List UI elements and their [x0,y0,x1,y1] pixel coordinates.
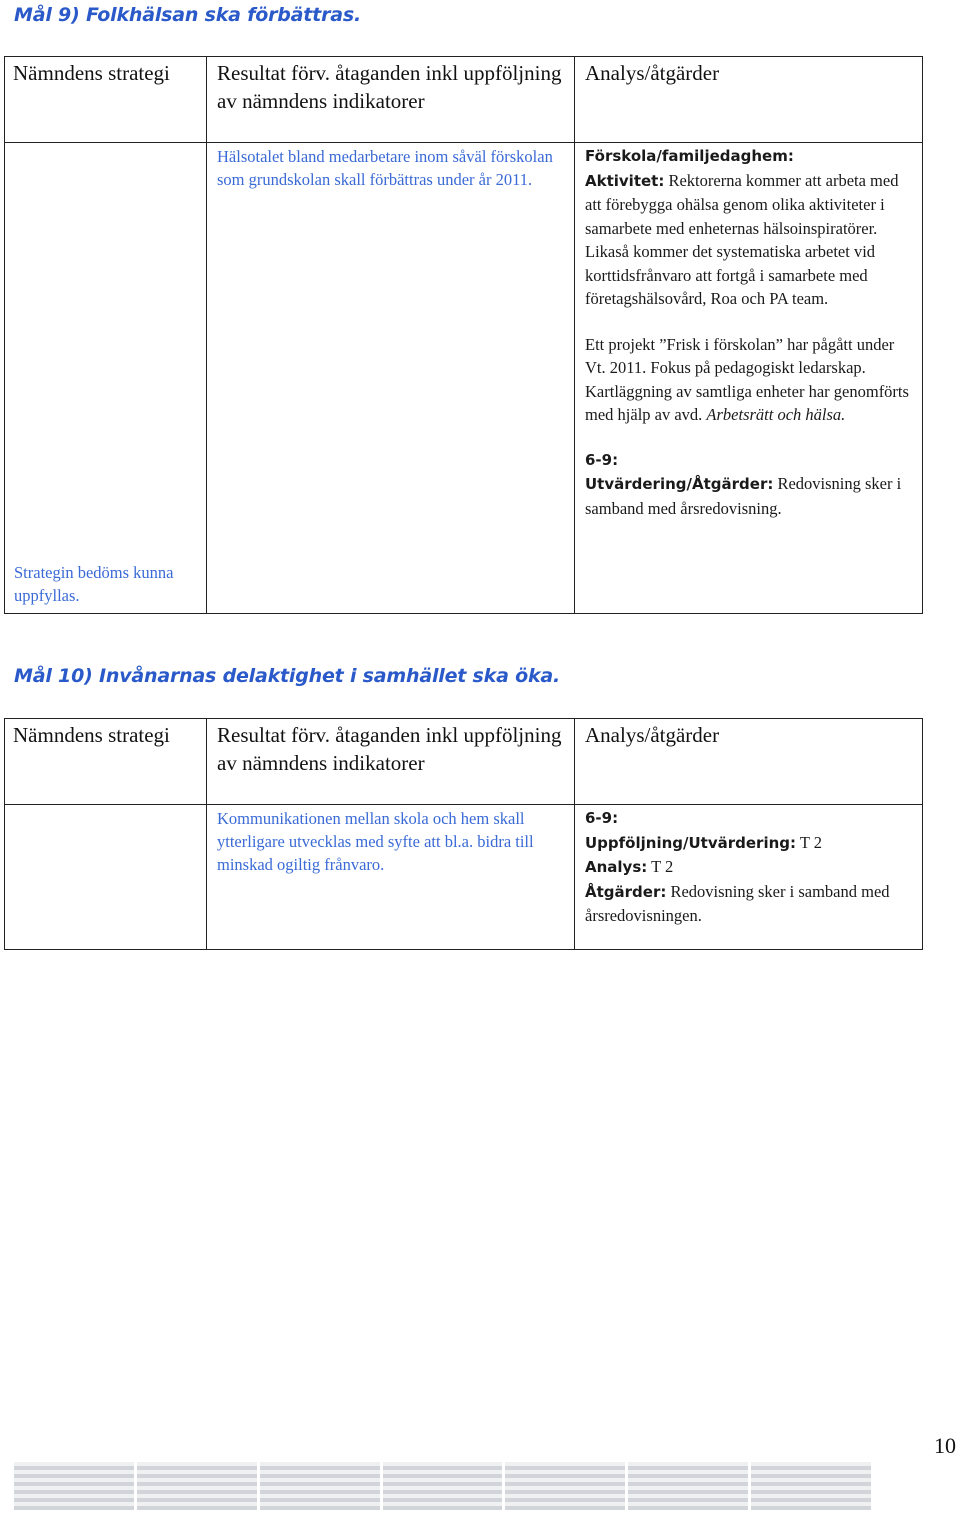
goal10-result-text: Kommunikationen mellan skola och hem skall ytterligare utvecklas med syfte att bl.a. bidra till minskad ogiltig frånvaro. [217,809,534,874]
goal9-strategy-text: Strategin bedöms kunna uppfyllas. [14,563,174,605]
goal9-col3-header: Analys/åtgärder [585,61,720,85]
goal10-title: Mål 10) Invånarnas delaktighet i samhället ska öka. [14,665,561,687]
page-number: 10 [934,1433,956,1458]
goal9-table [4,56,923,614]
goal10-col1-header: Nämndens strategi [13,723,170,747]
footer-decoration [14,1462,871,1510]
goal9-analysis-block [575,143,922,520]
goal9-col2-header-cell [207,57,575,143]
goal10-followup-text: T 2 [796,832,822,852]
goal9-project-text: Ett projekt ”Frisk i förskolan” har pågått under Vt. 2011. Fokus på pedagogiskt ledarskap. Kartläggning av samtliga enheter har genomförts med hjälp av avd. [585,334,909,424]
goal10-measures-line [585,880,914,928]
footer-block [260,1462,380,1510]
goal10-col2-header-cell [207,719,575,805]
goal9-strategy-cell [5,143,207,614]
goal9-project-italic: Arbetsrätt och hälsa. [706,405,846,424]
goal9-activity-text: Rektorerna kommer att arbeta med att förebygga ohälsa genom olika aktiviteter i samarbete med enheternas hälsoinspiratörer. Likaså kommer det systematiska arbetet vid korttidsfrånvaro att fortgå i samarbete med företagshälsovård, Roa och PA team. [585,170,899,308]
goal9-activity-paragraph [585,169,914,311]
goal9-col1-header-cell [5,57,207,143]
goal10-col1-header-cell [5,719,207,805]
goal9-project-paragraph [585,333,914,427]
goal9-eval-label: Utvärdering/Åtgärder: [585,475,774,493]
goal9-col2-header: Resultat förv. åtaganden inkl uppföljning av nämndens indikatorer [217,61,562,113]
goal9-analysis-cell [575,143,923,614]
goal9-col1-header: Nämndens strategi [13,61,170,85]
goal9-eval-text: Redovisning sker i samband med årsredovisning. [585,474,902,518]
goal10-analys-line [585,855,914,880]
goal10-analysis-block [575,805,922,928]
goal10-col2-header: Resultat förv. åtaganden inkl uppföljning av nämndens indikatorer [217,723,562,775]
goal10-measures-label: Åtgärder: [585,882,667,901]
footer-block [137,1462,257,1510]
goal9-title: Mål 9) Folkhälsan ska förbättras. [14,4,361,26]
footer-block [14,1462,134,1510]
footer-block [505,1462,625,1510]
goal10-followup-line [585,831,914,856]
footer-block [751,1462,871,1510]
goal9-result-cell [207,143,575,614]
goal10-analysis-cell [575,805,923,950]
goal10-strategy-cell [5,805,207,950]
goal9-eval-paragraph [585,472,914,520]
goal10-analys-label: Analys: [585,858,648,876]
goal9-result-text: Hälsotalet bland medarbetare inom såväl förskolan som grundskolan skall förbättras under år 2011. [217,147,553,189]
goal10-followup-label: Uppföljning/Utvärdering: [585,833,796,852]
goal10-col3-header: Analys/åtgärder [585,723,720,747]
goal10-col3-header-cell [575,719,923,805]
goal10-period-label: 6-9: [585,809,619,827]
goal9-activity-label: Aktivitet: [585,171,665,190]
goal10-table [4,718,923,950]
goal9-period-label: 6-9: [585,450,619,469]
goal10-result-cell [207,805,575,950]
goal9-col3-header-cell [575,57,923,143]
goal10-measures-text: Redovisning sker i samband med årsredovisningen. [585,881,890,925]
footer-block [628,1462,748,1510]
footer-block [383,1462,503,1510]
goal10-analys-text: T 2 [647,857,674,876]
goal9-unit-label: Förskola/familjedaghem: [585,147,794,165]
